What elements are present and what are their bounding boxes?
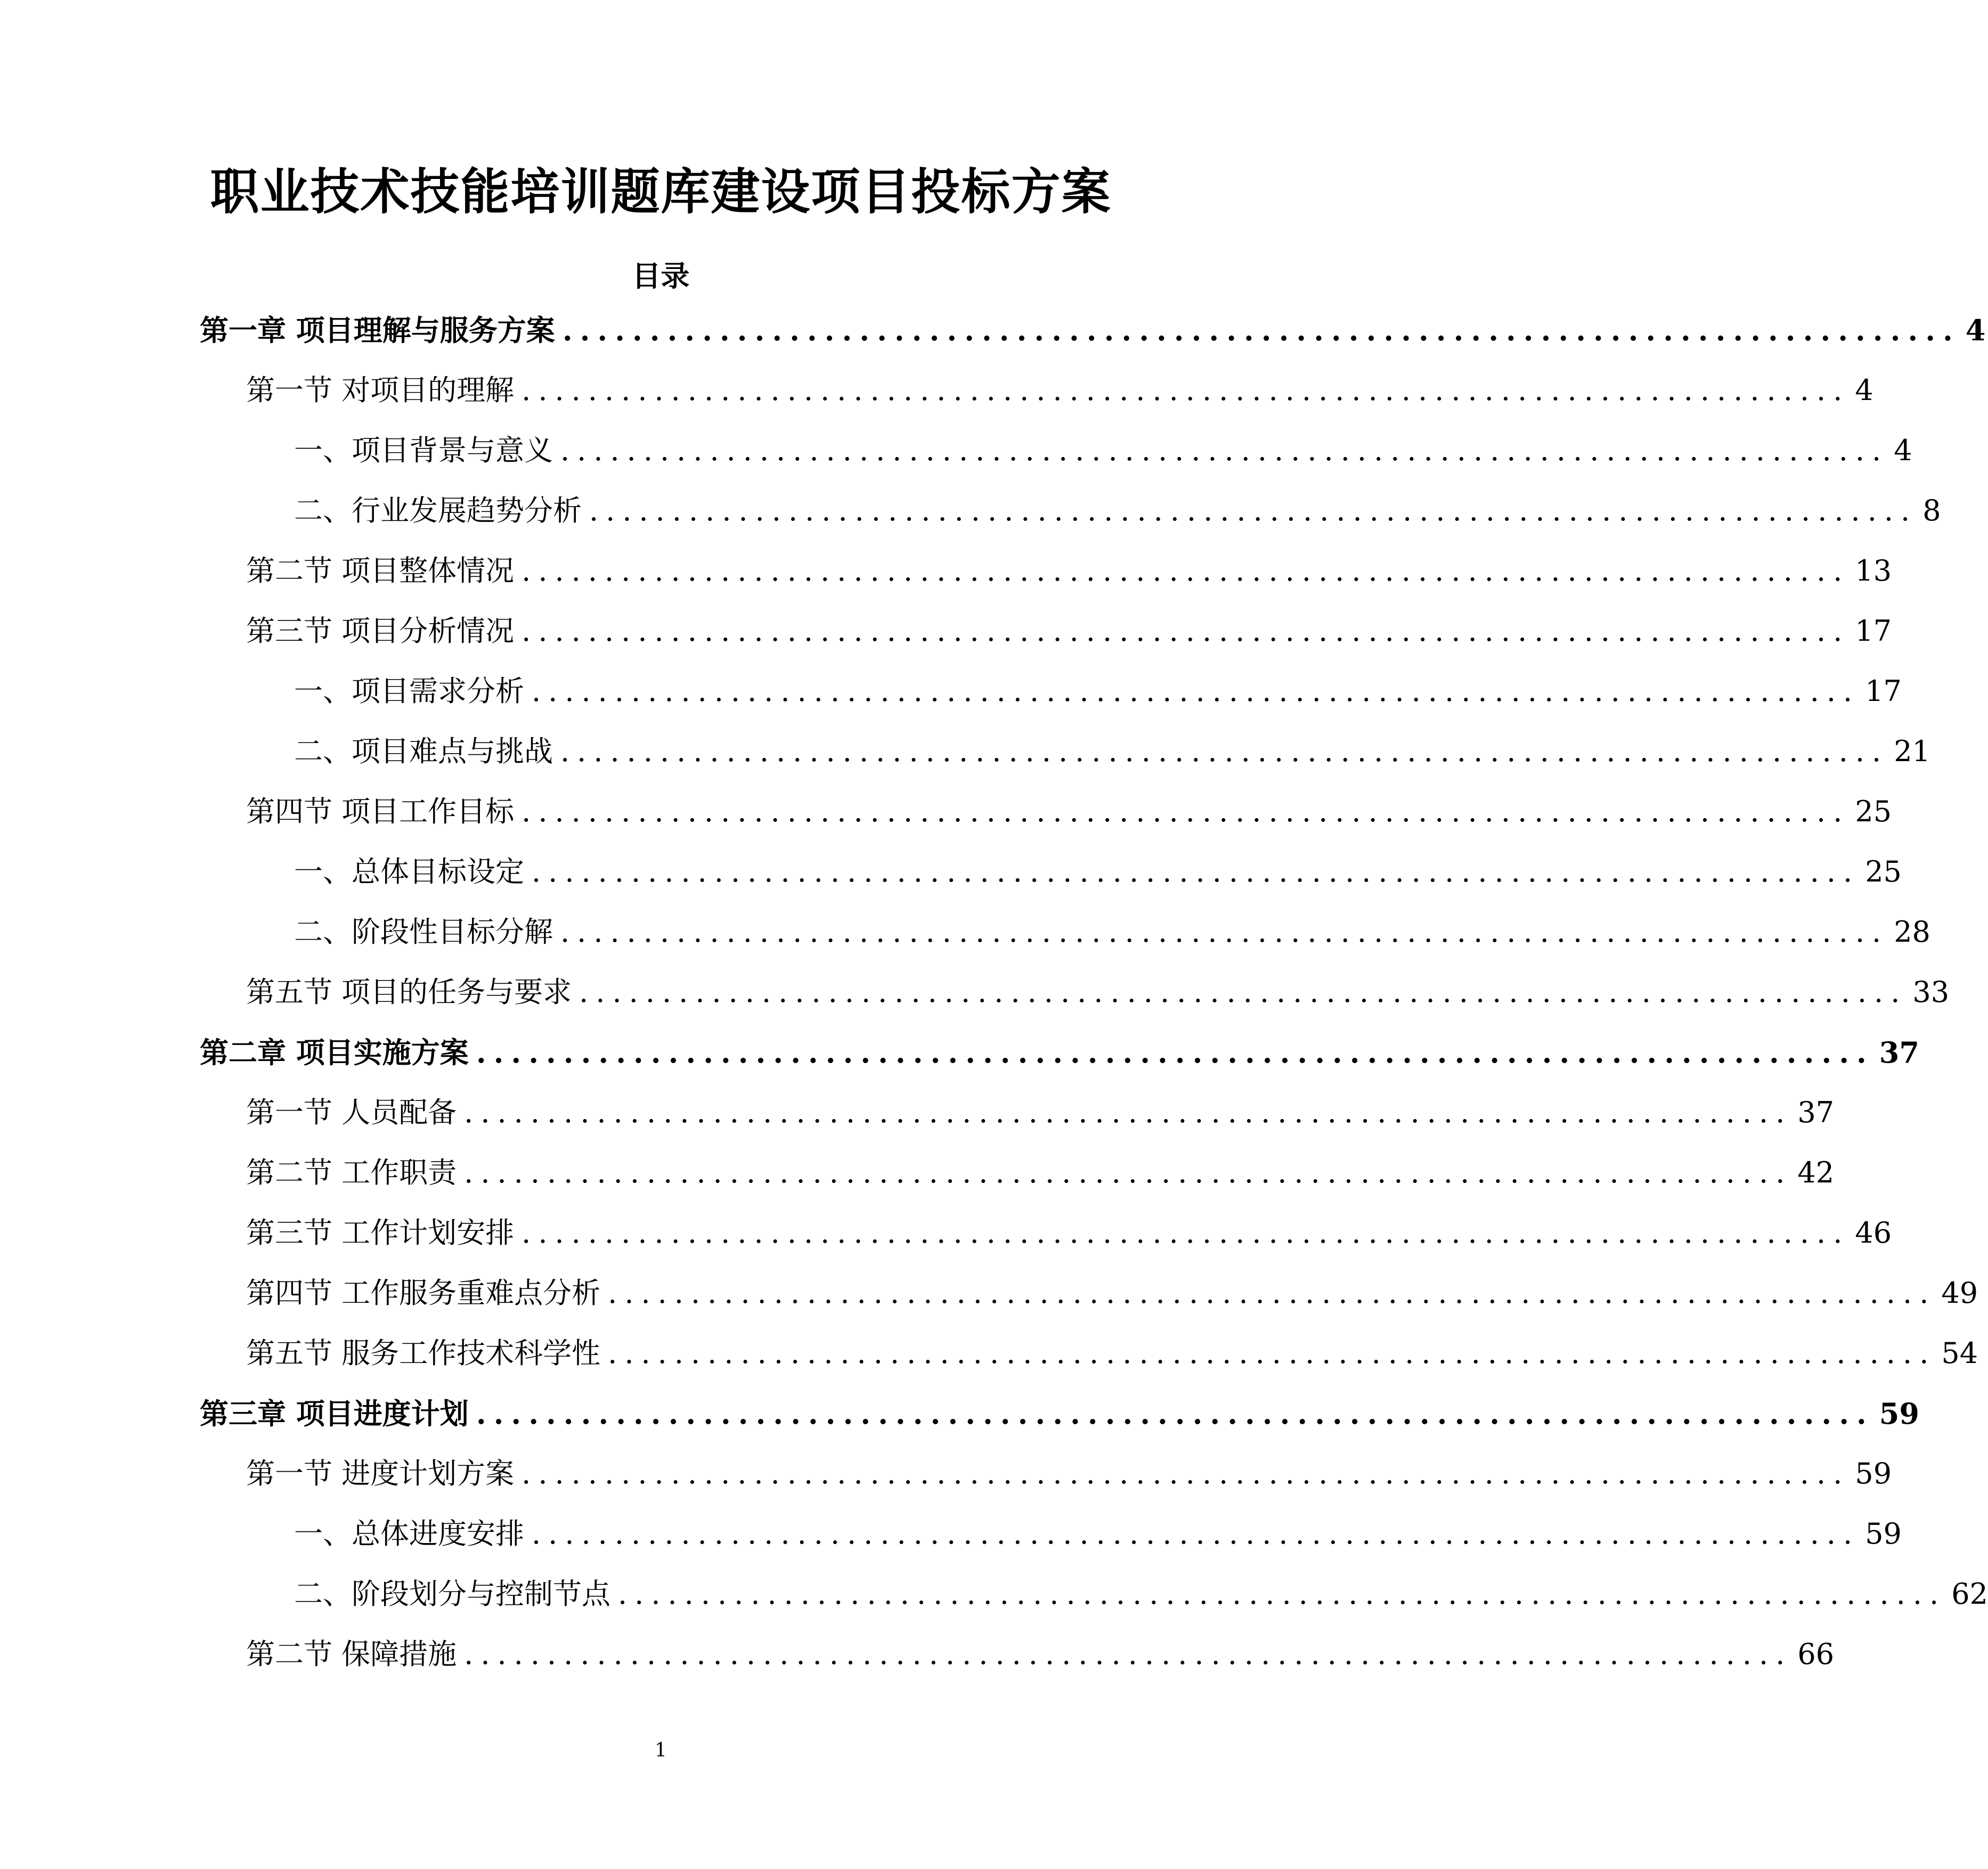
toc-entry[interactable] bbox=[246, 1452, 1892, 1495]
toc-entry[interactable] bbox=[246, 550, 1892, 592]
toc-entry-label: 二、阶段划分与控制节点 bbox=[294, 1577, 610, 1611]
toc-entry-page: 28 bbox=[1894, 915, 1930, 949]
toc-dot-leader: ................................................................................ bbox=[464, 1156, 1793, 1189]
toc-entry-page: 25 bbox=[1855, 795, 1892, 828]
toc-entry[interactable] bbox=[246, 1272, 1978, 1315]
toc-dot-leader: ................................................................................ bbox=[464, 1637, 1793, 1671]
toc-entry-page: 54 bbox=[1941, 1336, 1978, 1370]
toc-dot-leader: ................................................................................ bbox=[560, 734, 1889, 768]
toc-dot-leader: ................................................................................ bbox=[476, 1035, 1874, 1070]
toc-entry-page: 8 bbox=[1922, 494, 1941, 527]
toc-dot-leader: ................................................................................ bbox=[608, 1336, 1936, 1370]
toc-entry-page: 42 bbox=[1797, 1156, 1835, 1189]
toc-entry-label: 第四节 工作服务重难点分析 bbox=[246, 1276, 601, 1310]
toc-dot-leader: ................................................................................ bbox=[560, 434, 1889, 467]
toc-entry[interactable] bbox=[200, 309, 1986, 352]
toc-entry[interactable] bbox=[246, 790, 1892, 833]
toc-dot-leader: ................................................................................ bbox=[618, 1577, 1946, 1611]
toc-entry-label: 第一节 人员配备 bbox=[246, 1096, 457, 1129]
toc-entry-page: 49 bbox=[1941, 1276, 1978, 1310]
toc-entry[interactable] bbox=[294, 1513, 1902, 1555]
toc-entry[interactable] bbox=[294, 489, 1941, 532]
toc-entry-label: 第二节 保障措施 bbox=[246, 1637, 457, 1671]
toc-entry-page: 4 bbox=[1894, 434, 1912, 467]
toc-entry-label: 第三节 工作计划安排 bbox=[246, 1216, 515, 1250]
toc-dot-leader: ................................................................................ bbox=[522, 1216, 1850, 1250]
toc-entry-page: 59 bbox=[1855, 1457, 1892, 1490]
toc-entry[interactable] bbox=[294, 670, 1902, 713]
toc-entry[interactable] bbox=[294, 730, 1930, 773]
toc-entry[interactable] bbox=[246, 1152, 1835, 1194]
toc-entry-label: 一、项目需求分析 bbox=[294, 674, 524, 708]
toc-entry-label: 一、总体目标设定 bbox=[294, 855, 524, 888]
toc-dot-leader: ................................................................................ bbox=[522, 795, 1850, 828]
toc-entry-page: 17 bbox=[1865, 674, 1902, 708]
toc-entry[interactable] bbox=[246, 1332, 1978, 1375]
toc-entry[interactable] bbox=[246, 610, 1892, 652]
toc-entry-label: 第三章 项目进度计划 bbox=[200, 1397, 469, 1431]
toc-entry-label: 一、项目背景与意义 bbox=[294, 434, 553, 467]
toc-entry-page: 59 bbox=[1865, 1517, 1902, 1550]
toc-entry-page: 25 bbox=[1865, 855, 1902, 888]
toc-heading: 目录 bbox=[632, 259, 690, 293]
toc-entry[interactable] bbox=[294, 851, 1902, 893]
toc-dot-leader: ................................................................................ bbox=[522, 373, 1850, 407]
toc-entry-label: 二、项目难点与挑战 bbox=[294, 734, 553, 768]
toc-entry-label: 第二章 项目实施方案 bbox=[200, 1035, 469, 1070]
toc-entry-label: 第一节 对项目的理解 bbox=[246, 373, 515, 407]
toc-entry-page: 21 bbox=[1894, 734, 1930, 768]
toc-entry-page: 37 bbox=[1797, 1096, 1835, 1129]
toc-entry[interactable] bbox=[200, 1392, 1919, 1435]
toc-dot-leader: ................................................................................ bbox=[608, 1276, 1936, 1310]
document-title: 职业技术技能培训题库建设项目投标方案 bbox=[210, 163, 1112, 221]
toc-dot-leader: ................................................................................ bbox=[579, 975, 1908, 1009]
toc-entry-label: 二、阶段性目标分解 bbox=[294, 915, 553, 949]
toc-entry-page: 4 bbox=[1965, 313, 1986, 347]
toc-entry[interactable] bbox=[294, 429, 1912, 472]
toc-entry-page: 62 bbox=[1951, 1577, 1988, 1611]
toc-dot-leader: ................................................................................ bbox=[532, 674, 1860, 708]
toc-entry-label: 第一章 项目理解与服务方案 bbox=[200, 313, 555, 347]
toc-entry-page: 59 bbox=[1879, 1397, 1919, 1431]
toc-entry-page: 4 bbox=[1855, 373, 1873, 407]
toc-entry-label: 第五节 服务工作技术科学性 bbox=[246, 1336, 601, 1370]
page-number: 1 bbox=[655, 1740, 667, 1761]
toc-entry-label: 第二节 工作职责 bbox=[246, 1156, 457, 1189]
toc-entry-label: 第五节 项目的任务与要求 bbox=[246, 975, 572, 1009]
toc-entry-page: 46 bbox=[1855, 1216, 1892, 1250]
toc-dot-leader: ................................................................................ bbox=[560, 915, 1889, 949]
toc-entry-page: 17 bbox=[1855, 614, 1892, 648]
toc-dot-leader: ................................................................................ bbox=[522, 1457, 1850, 1490]
toc-entry-page: 13 bbox=[1855, 554, 1892, 587]
toc-entry[interactable] bbox=[294, 1573, 1988, 1615]
toc-entry[interactable] bbox=[200, 1031, 1919, 1074]
toc-dot-leader: ................................................................................ bbox=[464, 1096, 1793, 1129]
toc-entry-page: 66 bbox=[1797, 1637, 1835, 1671]
toc-entry[interactable] bbox=[246, 1212, 1892, 1254]
toc-dot-leader: ................................................................................ bbox=[476, 1397, 1874, 1431]
toc-entry-page: 37 bbox=[1879, 1035, 1919, 1070]
toc-entry-label: 第二节 项目整体情况 bbox=[246, 554, 515, 587]
toc-entry-label: 第四节 项目工作目标 bbox=[246, 795, 515, 828]
toc-dot-leader: ................................................................................ bbox=[522, 554, 1850, 587]
toc-dot-leader: ................................................................................ bbox=[589, 494, 1918, 527]
toc-entry-label: 第三节 项目分析情况 bbox=[246, 614, 515, 648]
toc-entry-label: 二、行业发展趋势分析 bbox=[294, 494, 582, 527]
toc-entry[interactable] bbox=[246, 971, 1950, 1014]
toc-dot-leader: ................................................................................ bbox=[522, 614, 1850, 648]
toc-entry-page: 33 bbox=[1912, 975, 1950, 1009]
toc-entry[interactable] bbox=[246, 369, 1873, 412]
toc-entry[interactable] bbox=[246, 1633, 1835, 1676]
toc-entry[interactable] bbox=[246, 1091, 1835, 1134]
toc-entry[interactable] bbox=[294, 911, 1930, 953]
toc-entry-label: 第一节 进度计划方案 bbox=[246, 1457, 515, 1490]
toc-entry-label: 一、总体进度安排 bbox=[294, 1517, 524, 1550]
toc-dot-leader: ................................................................................ bbox=[532, 1517, 1860, 1550]
toc-dot-leader: ................................................................................ bbox=[532, 855, 1860, 888]
toc-dot-leader: ................................................................................ bbox=[562, 313, 1960, 347]
